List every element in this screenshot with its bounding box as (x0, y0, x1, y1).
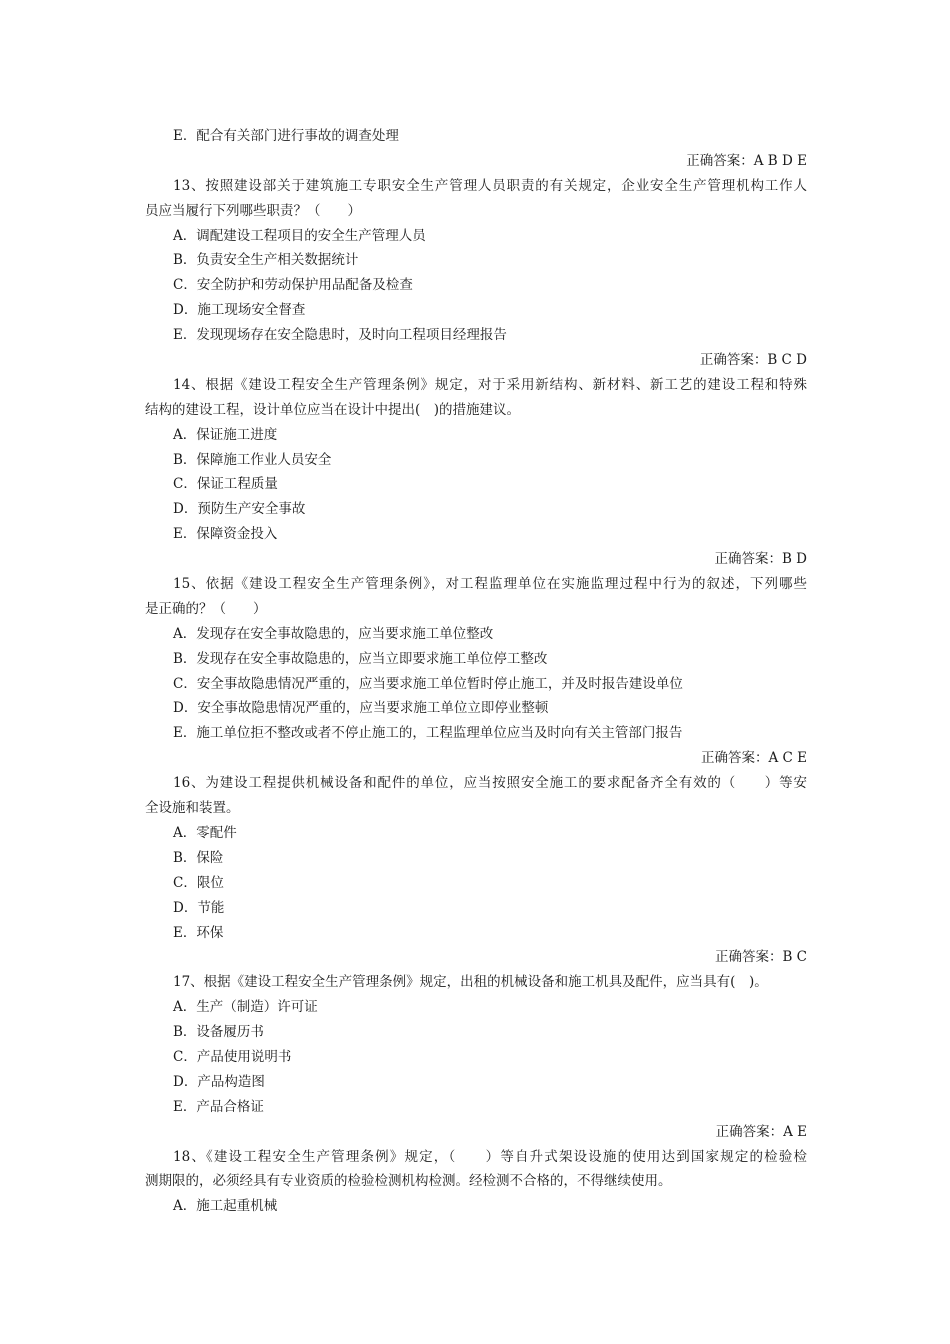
question-15-option-a: A．发现存在安全事故隐患的，应当要求施工单位整改 (173, 625, 494, 642)
question-13-option-b: B．负责安全生产相关数据统计 (173, 252, 359, 269)
question-14-option-c: C．保证工程质量 (173, 476, 278, 493)
question-16-option-c: C．限位 (173, 874, 224, 891)
question-14-option-b: B．保障施工作业人员安全 (173, 451, 332, 468)
question-13-text-cont: 员应当履行下列哪些职责？（ ） (145, 202, 361, 219)
question-18-text-cont: 测期限的，必须经具有专业资质的检验检测机构检测。经检测不合格的，不得继续使用。 (145, 1173, 672, 1190)
question-16-text-cont: 全设施和装置。 (145, 800, 240, 817)
question-16-text: 16、为建设工程提供机械设备和配件的单位，应当按照安全施工的要求配备齐全有效的（ ）等安 (173, 775, 807, 792)
question-17-option-b: B．设备履历书 (173, 1024, 264, 1041)
question-14-option-e: E．保障资金投入 (173, 526, 278, 543)
question-15-answer: 正确答案：A C E (700, 750, 807, 767)
question-15-option-d: D．安全事故隐患情况严重的，应当要求施工单位立即停业整顿 (173, 700, 549, 717)
question-18-option-a: A．施工起重机械 (173, 1198, 278, 1215)
question-16-option-e: E．环保 (173, 924, 224, 941)
question-16-option-b: B．保险 (173, 849, 224, 866)
question-13-option-c: C．安全防护和劳动保护用品配备及检查 (173, 277, 413, 294)
question-16-option-d: D．节能 (173, 899, 225, 916)
question-15-text: 15、依据《建设工程安全生产管理条例》，对工程监理单位在实施监理过程中行为的叙述，下列哪些 (173, 576, 807, 593)
question-17-option-d: D．产品构造图 (173, 1073, 265, 1090)
question-14-option-a: A．保证施工进度 (173, 426, 278, 443)
question-14-text-cont: 结构的建设工程，设计单位应当在设计中提出( )的措施建议。 (145, 401, 521, 418)
question-13-option-a: A．调配建设工程项目的安全生产管理人员 (173, 227, 426, 244)
answer-line: 正确答案：A B D E (686, 152, 807, 169)
question-17-option-a: A．生产（制造）许可证 (173, 999, 318, 1016)
document-page (145, 124, 807, 1219)
question-18-text: 18、《建设工程安全生产管理条例》规定，（ ）等自升式架设设施的使用达到国家规定的检验检 (173, 1148, 807, 1165)
question-14-option-d: D．预防生产安全事故 (173, 501, 306, 518)
question-17-option-c: C．产品使用说明书 (173, 1048, 292, 1065)
question-17-option-e: E．产品合格证 (173, 1098, 264, 1115)
question-17-answer: 正确答案：A E (715, 1123, 807, 1140)
question-17-text: 17、根据《建设工程安全生产管理条例》规定，出租的机械设备和施工机具及配件，应当具有( )。 (173, 974, 768, 991)
question-13-text: 13、按照建设部关于建筑施工专职安全生产管理人员职责的有关规定，企业安全生产管理机构工作人 (173, 177, 807, 194)
question-16-option-a: A．零配件 (173, 824, 237, 841)
question-15-option-c: C．安全事故隐患情况严重的，应当要求施工单位暂时停止施工，并及时报告建设单位 (173, 675, 683, 692)
question-15-option-b: B．发现存在安全事故隐患的，应当立即要求施工单位停工整改 (173, 650, 548, 667)
question-14-text: 14、根据《建设工程安全生产管理条例》规定，对于采用新结构、新材料、新工艺的建设工程和特殊 (173, 376, 807, 393)
option-e: E．配合有关部门进行事故的调查处理 (173, 128, 399, 144)
question-15-option-e: E．施工单位拒不整改或者不停止施工的，工程监理单位应当及时向有关主管部门报告 (173, 725, 683, 742)
question-16-answer: 正确答案：B C (714, 949, 807, 966)
question-13-option-d: D．施工现场安全督查 (173, 302, 306, 319)
question-15-text-cont: 是正确的？（ ） (145, 600, 267, 617)
question-13-answer: 正确答案：B C D (699, 352, 807, 369)
question-14-answer: 正确答案：B D (714, 551, 807, 568)
question-13-option-e: E．发现现场存在安全隐患时，及时向工程项目经理报告 (173, 327, 507, 344)
